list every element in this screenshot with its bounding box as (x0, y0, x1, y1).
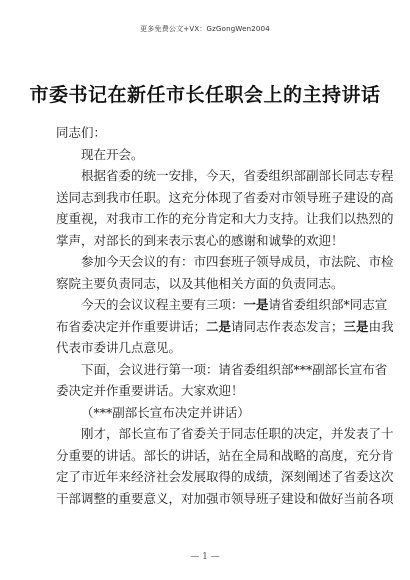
page-number: — 1 — (190, 552, 220, 562)
header-note: 更多免费公文+VX：GzGongWen2004 (140, 25, 270, 33)
paragraph-line: 代表市委讲几点意见。 (56, 340, 182, 355)
paragraph-line (56, 294, 388, 316)
paragraph-line (56, 445, 394, 467)
paragraph-line: 委决定并作重要讲话。大家欢迎！ (56, 383, 244, 398)
paragraph-line: 掌声，对部长的到来表示衷心的感谢和诚挚的欢迎！ (56, 232, 344, 248)
agenda-item-marker: 一是 (243, 297, 269, 312)
agenda-item-marker: 二是 (206, 318, 232, 334)
paragraph-line: 刚才，部长宣布了省委关于同志任职的决定，并发表了十 (81, 426, 394, 441)
agenda-text: 今天的会议议程主要有三项： (81, 297, 244, 312)
paragraph-line: 定了市近年来经济社会发展取得的成绩，深刻阐述了省委这次 (56, 469, 394, 484)
salutation: 同志们： (56, 125, 107, 140)
paragraph-line: 察院主要负责同志，以及其他相关方面的负责同志。 (56, 275, 344, 291)
document-body (56, 122, 394, 509)
paragraph-line: 送同志到我市任职。这充分体现了省委对市领导班子建设的高 (56, 189, 394, 205)
agenda-item-marker: 三是 (343, 318, 369, 334)
document-title: 市委书记在新任市长任职会上的主持讲话 (29, 84, 381, 106)
stage-direction: （***副部长宣布决定并讲话） (81, 404, 250, 420)
paragraph-line: 下面，会议进行第一项：请省委组织部***副部长宣布省 (81, 361, 388, 377)
paragraph-line: 参加今天会议的有：市四套班子领导成员，市法院、市检 (81, 254, 394, 269)
paragraph-line: 度重视，对我市工作的充分肯定和大力支持。让我们以热烈的 (56, 211, 394, 226)
agenda-text: 布省委决定并作重要讲话； (56, 318, 207, 334)
paragraph-fragment: 分重要的讲话。 (56, 447, 144, 463)
agenda-text: 请同志作表态发言； (231, 318, 344, 334)
paragraph-line (56, 316, 394, 338)
paragraph-opening: 现在开会。 (81, 146, 144, 162)
paragraph-fragment: 部长的讲话，站在全局和战略的高度，充分肯 (143, 447, 394, 463)
paragraph-line: 根据省委的统一安排，今天，省委组织部副部长同志专程 (81, 168, 394, 183)
paragraph-line: 干部调整的重要意义，对加强市领导班子建设和做好当前各项 (56, 490, 394, 506)
agenda-text: 由我 (368, 318, 394, 334)
agenda-text: 请省委组织部*同志宣 (268, 297, 388, 312)
